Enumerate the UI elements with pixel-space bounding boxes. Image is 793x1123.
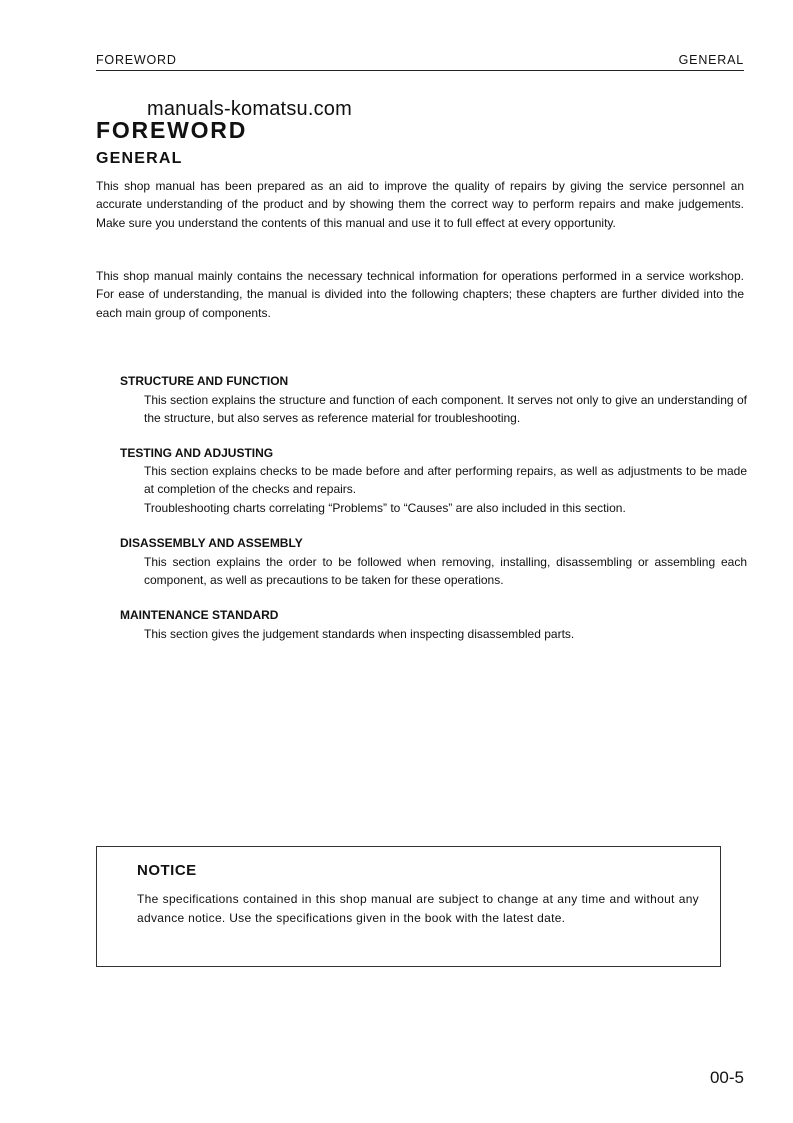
running-header-left: FOREWORD <box>96 53 177 67</box>
page-number: 00-5 <box>709 1068 744 1087</box>
intro-paragraph-2: This shop manual mainly contains the necessary technical information for operations performed in a service workshop. For ease of understanding, the manual is divided into the following chapters; these chapters are further divided into the each main group of components. <box>96 269 744 320</box>
section-title-structure: STRUCTURE AND FUNCTION <box>120 374 289 388</box>
intro-paragraph-1: This shop manual has been prepared as an aid to improve the quality of repairs by giving the service personnel an accurate understanding of the product and by showing them the correct way to perform repairs and make judgements. Make sure you understand the contents of this manual and use it to full effect at every opportunity. <box>96 179 744 230</box>
page-title: FOREWORD <box>96 117 248 143</box>
section-body-maintenance: This section gives the judgement standards when inspecting disassembled parts. <box>144 627 575 641</box>
section-body-disassembly: This section explains the order to be followed when removing, installing, disassembling or assembling each component, as well as precautions to be taken for these operations. <box>144 555 747 588</box>
notice-title: NOTICE <box>137 862 197 879</box>
running-header-right: GENERAL <box>678 53 744 67</box>
page-subtitle: GENERAL <box>96 150 183 167</box>
section-title-maintenance: MAINTENANCE STANDARD <box>120 608 279 622</box>
notice-box <box>96 846 721 967</box>
section-title-disassembly: DISASSEMBLY AND ASSEMBLY <box>120 536 303 550</box>
watermark-text: manuals-komatsu.com <box>147 98 352 120</box>
section-body-structure: This section explains the structure and function of each component. It serves not only to give an understanding of the structure, but also serves as reference material for troubleshooting. <box>144 393 747 426</box>
notice-body: The specifications contained in this shop manual are subject to change at any time and without any advance notice. Use the specifications given in the book with the latest date. <box>137 892 699 925</box>
section-title-testing: TESTING AND ADJUSTING <box>120 446 274 460</box>
header-divider <box>96 70 744 71</box>
section-body-testing: This section explains checks to be made before and after performing repairs, as well as adjustments to be made at completion of the checks and repairs. <box>144 464 747 497</box>
section-body-testing-2: Troubleshooting charts correlating “Problems” to “Causes” are also included in this section. <box>144 501 626 515</box>
